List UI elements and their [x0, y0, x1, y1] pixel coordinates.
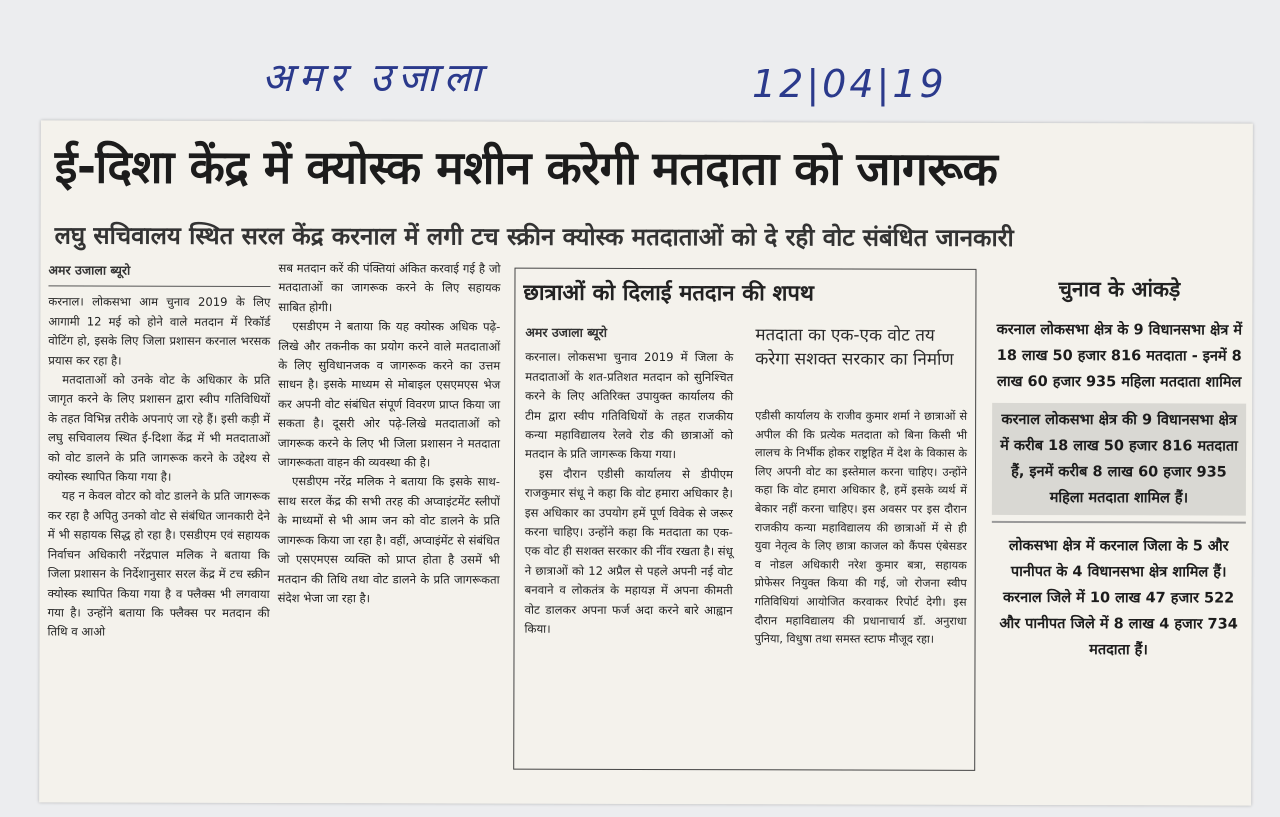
paragraph: मतदाताओं को उनके वोट के अधिकार के प्रति जागृत करने के लिए प्रशासन द्वारा स्वीप गतिविधियों के तहत विभिन्न तरीके अपनाएं जा रहे हैं। इसी कड़ी में लघु सचिवालय स्थित ई-दिशा केंद्र में भी मतदाताओं को वोट डालने के प्रति जागरूक करने के उद्देश्य से क्योस्क स्थापित किया गया है।: [47, 372, 271, 484]
stats-sidebar: [991, 269, 1246, 668]
paragraph: करनाल। लोकसभा आम चुनाव 2019 के लिए आगामी 12 मई को होने वाले मतदान में रिकॉर्ड वोटिंग हो, इसके लिए जिला प्रशासन करनाल भरसक प्रयास कर रहा है।: [48, 294, 271, 368]
paragraph: इस दौरान एडीसी कार्यालय से डीपीएम राजकुमार संधू ने कहा कि वोट हमारा अधिकार है। इस अधिकार का उपयोग हमें पूर्ण विवेक से जरूर करना चाहिए। उन्होंने कहा कि मतदाता का एक-एक वोट ही सशक्त सरकार की नींव रखता है। संधू ने छात्राओं को 12 अप्रैल से पहले अपनी नई वोट बनवाने व लोकतंत्र के महायज्ञ में अपना कीमती वोट डालकर अपना फर्ज अदा करने बारे आह्वान किया।: [524, 466, 733, 636]
paragraph: एसडीएम ने बताया कि यह क्योस्क अधिक पढ़े-लिखे और तकनीक का प्रयोग करने वाले मतदाताओं के लिए सुविधानजक व जागरूक करने का उत्तम साधन है। इसके माध्यम से मोबाइल एसएमएस भेज कर अपनी वोट संबंधित संपूर्ण विवरण प्राप्त किया जा सकता है। दूसरी ओर पढ़े-लिखे मतदाताओं को जागरूक करने के लिए भी जिला प्रशासन ने मतदाता जागरूकता वाहन की व्यवस्था की है।: [277, 319, 501, 470]
boxed-article: [513, 268, 976, 771]
article-column-1: [48, 260, 271, 642]
paragraph: यह न केवल वोटर को वोट डालने के प्रति जागरूक कर रहा है अपितु उनको वोट से संबंधित जानकारी देने में भी सहायक सिद्ध हो रहा है। एसडीएम एवं सहायक निर्वाचन अधिकारी नरेंद्रपाल मलिक ने बताया कि जिला प्रशासन के निर्देशानुसार सरल केंद्र में टच स्क्रीन क्योस्क स्थापित किया गया है व फ्लैक्स भी लगवाया गया है। उन्होंने बताया कि फ्लैक्स पर मतदान की तिथि व आओ: [47, 488, 270, 639]
boxed-article-column-1: [525, 323, 734, 640]
stat-item: करनाल लोकसभा क्षेत्र के 9 विधानसभा क्षेत्र में 18 लाख 50 हजार 816 मतदाता - इनमें 8 लाख 60 हजार 935 महिला मतदाता शामिल: [996, 321, 1243, 391]
paragraph: एडीसी कार्यालय के राजीव कुमार शर्मा ने छात्राओं से अपील की कि प्रत्येक मतदाता को बिना किसी भी लालच के निर्भीक होकर राष्ट्रहित में देश के विकास के लिए अपनी वोट का इस्तेमाल करना चाहिए। उन्होंने कहा कि वोट हमारा अधिकार है, हमें इसके व्यर्थ में बेकार नहीं करना चाहिए। इस अवसर पर इस दौरान राजकीय कन्या महाविद्यालय की छात्राओं में से ही युवा नेतृत्व के लिए छात्रा काजल को कैंपस एंबेसडर व नोडल अधिकारी नरेश कुमार बत्रा, सहायक प्रोफेसर नियुक्त किया की गई, जो रोजना स्वीप गतिविधियां आयोजित करवाकर रिपोर्ट देगी। इस दौरान महाविद्यालय की प्रधानाचार्य डॉ. अनुराधा पुनिया, विधुषा तथा समस्त स्टाफ मौजूद रहा।: [754, 409, 968, 646]
stat-item: करनाल लोकसभा क्षेत्र की 9 विधानसभा क्षेत्र में करीब 18 लाख 50 हजार 816 मतदाता हैं, इनमें करीब 8 लाख 60 हजार 935 महिला मतदाता शामिल हैं।: [992, 403, 1246, 516]
byline: अमर उजाला ब्यूरो: [525, 324, 608, 340]
handwritten-masthead: अमर उजाला: [262, 55, 487, 101]
boxed-article-title: छात्राओं को दिलाई मतदान की शपथ: [523, 280, 815, 307]
handwritten-date: 12|04|19: [752, 62, 947, 106]
paragraph: सब मतदान करें की पंक्तियां अंकित करवाई गई है जो मतदाताओं का जागरूक करने के लिए सहायक साबित होगी।: [278, 261, 501, 314]
subheadline: लघु सचिवालय स्थित सरल केंद्र करनाल में लगी टच स्क्रीन क्योस्क मतदाताओं को दे रही वोट संबंधित जानकारी: [54, 221, 1014, 252]
divider: [992, 521, 1246, 524]
byline: अमर उजाला ब्यूरो: [48, 260, 270, 287]
boxed-article-column-2: [755, 407, 968, 649]
headline: ई-दिशा केंद्र में क्योस्क मशीन करेगी मतदाता को जागरूक: [54, 139, 998, 196]
article-column-2: [278, 259, 501, 609]
paragraph: एसडीएम नरेंद्र मलिक ने बताया कि इसके साथ-साथ सरल केंद्र की सभी तरह की अप्वाइंटमेंट स्लीपों के माध्यमों से भी आम जन को वोट डालने के प्रति जागरूक किया जा रहा है। वहीं, अप्वाइंमेंट से संबंधित जो एसएमएस व्यक्ति को प्राप्त होता है उसमें भी मतदान की तिथि तथा वोट डालने के प्रति जागरूकता संदेश भेजा जा रहा है।: [277, 474, 500, 606]
paragraph: करनाल। लोकसभा चुनाव 2019 में जिला के मतदाताओं के शत-प्रतिशत मतदान को सुनिश्चित करने के लिए अतिरिक्त उपायुक्त कार्यालय की टीम द्वारा स्वीप गतिविधियों के तहत राजकीय कन्या महाविद्यालय रेलवे रोड की छात्राओं को मतदान के प्रति जागरूक किया गया।: [525, 350, 734, 462]
boxed-article-subheading: मतदाता का एक-एक वोट तय करेगा सशक्त सरकार का निर्माण: [755, 325, 954, 370]
newspaper-clipping: [39, 120, 1253, 805]
stat-item: लोकसभा क्षेत्र में करनाल जिला के 5 और पानीपत के 4 विधानसभा क्षेत्र शामिल हैं। करनाल जिले में 10 लाख 47 हजार 522 और पानीपत जिले में 8 लाख 4 हजार 734 मतदाता हैं।: [999, 537, 1238, 659]
stats-title: चुनाव के आंकड़े: [1058, 277, 1181, 302]
